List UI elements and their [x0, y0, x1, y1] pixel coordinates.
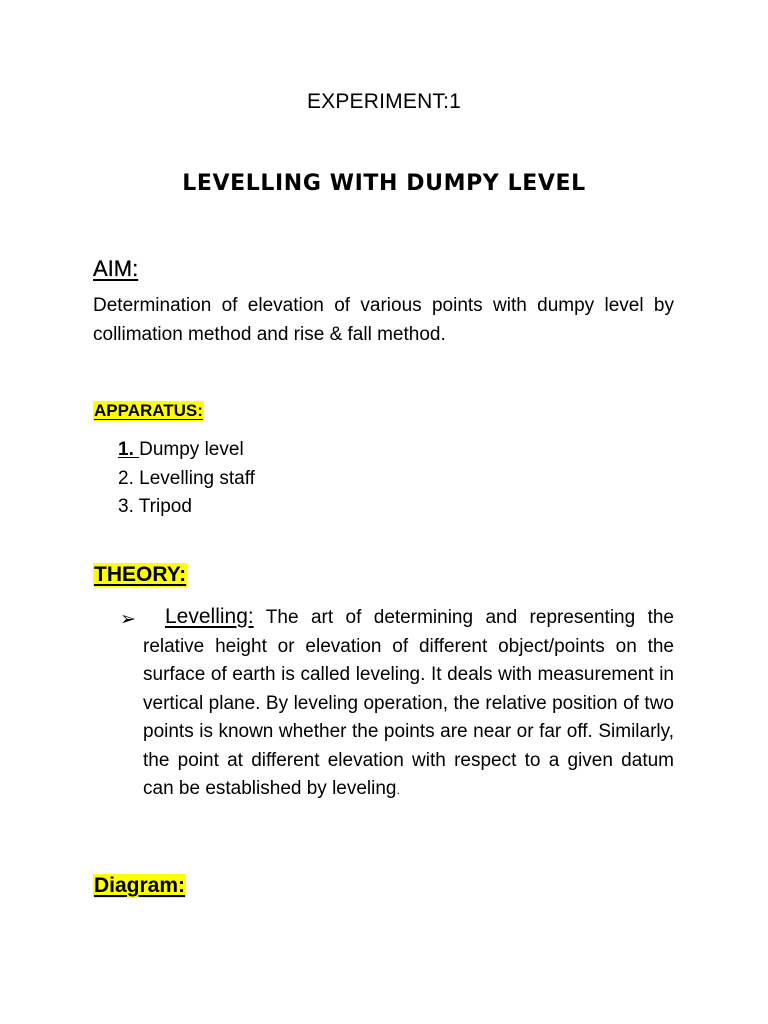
arrow-bullet-icon: ➢ — [120, 608, 136, 630]
document-title: LEVELLING WITH DUMPY LEVEL — [182, 171, 586, 196]
apparatus-list — [118, 436, 255, 522]
apparatus-item-number: 1. — [118, 439, 140, 460]
aim-text: Determination of elevation of various points with dumpy level by collimation method and rise & fall method. — [93, 295, 674, 345]
theory-paragraph — [143, 603, 674, 805]
apparatus-item-label: Tripod — [138, 496, 192, 517]
apparatus-item — [118, 465, 255, 494]
apparatus-item-number: 3. — [118, 496, 139, 517]
apparatus-item — [118, 493, 255, 522]
apparatus-item — [118, 436, 255, 465]
theory-text: The art of determining and representing the relative height or elevation of different object/points on the surface of earth is called leveling. It deals with measurement in vertical plane. By leveling operation, the relative position of two points is known whether the points are near or far off. Similarly, the point at different elevation with respect to a given datum can be established by leveling — [143, 607, 674, 799]
theory-end-mark: . — [396, 783, 400, 797]
apparatus-heading: APPARATUS: — [94, 401, 203, 420]
theory-heading: THEORY: — [94, 563, 187, 586]
experiment-label: EXPERIMENT:1 — [306, 90, 462, 113]
apparatus-item-label: Dumpy level — [139, 439, 244, 460]
theory-term: Levelling: — [165, 605, 254, 628]
apparatus-item-number: 2. — [118, 467, 140, 489]
aim-heading: AIM: — [93, 256, 139, 281]
apparatus-item-label: Levelling staff — [139, 467, 255, 489]
diagram-heading: Diagram: — [94, 874, 186, 897]
